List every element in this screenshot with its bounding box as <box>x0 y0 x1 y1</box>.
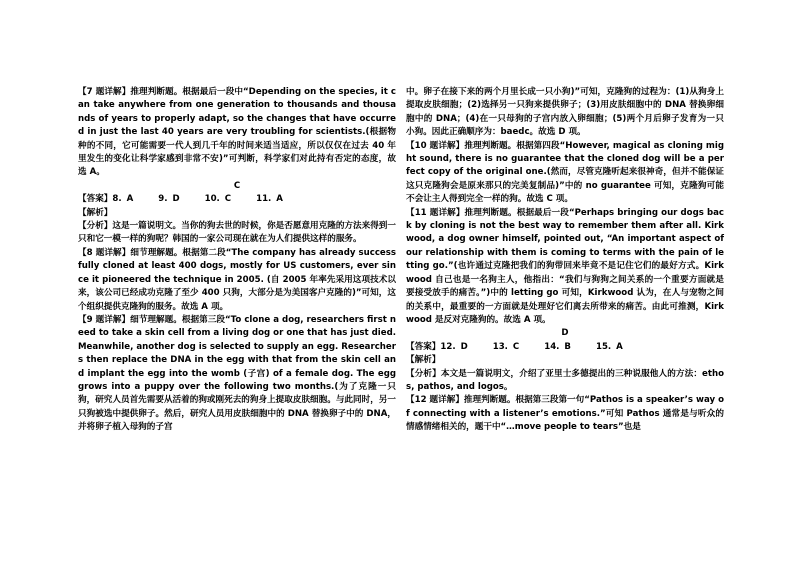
section-heading-c: C <box>233 180 241 191</box>
q7-explanation: 【7 题详解】推理判断题。根据最后一段中“Depending on the species, it can take anywhere from one generation to thousands and thousands of years to properly adapt, so the changes that have occurred in just the last 40 years are very troubling for scientists.(根据物种的不同，它可能需要一代人到几千年的时间来适当适应，所以仅仅在过去 40 年里发生的变化让科学家感到非常不安)”可判断，科学家们对此持有否定的态度，故选 A。 <box>78 87 396 178</box>
answer-prefix: 【答案】 <box>78 194 113 205</box>
analysis-label: 【解析】 <box>78 207 113 218</box>
answer-line-c <box>78 193 396 206</box>
analysis-summary: 【分析】本文是一篇说明文，介绍了亚里士多德提出的三种说服他人的方法：ethos, pathos, and logos。 <box>406 368 724 392</box>
answer-item: 12. D <box>440 341 468 352</box>
right-column <box>406 86 724 435</box>
answer-item: 15. A <box>595 341 623 352</box>
q10-explanation: 【10 题详解】推理判断题。根据第四段“However, magical as cloning might sound, there is no guarantee that the cloned dog will be a perfect copy of the original one.(然而，尽管克隆听起来很神奇，但并不能保证这只克隆狗会是原来那只的完美复制品)”中的 no guarantee 可知，克隆狗可能不会让主人得到完全一样的狗。故选 C 项。 <box>406 140 724 205</box>
answer-item: 11. A <box>256 194 283 205</box>
q12-explanation: 【12 题详解】推理判断题。根据第三段第一句“Pathos is a speaker’s way of connecting with a listener’s emotions.”可知 Pathos 通常是与听众的情感情绪相关的，题干中“…move people to tears”也是 <box>406 395 724 433</box>
q11-explanation: 【11 题详解】推理判断题。根据最后一段“Perhaps bringing our dogs back by cloning is not the best way to remember them after all. Kirkwood, a dog owner himself, pointed out, “An important aspect of our relationship with them is coming to terms with the pain of letting go.”(也许通过克隆把我们的狗带回来毕竟不是记住它们的最好方式。Kirkwood 自己也是一名狗主人，他指出：“我们与狗狗之间关系的一个重要方面就是要接受放手的痛苦。”)中的 letting go 可知，Kirkwood 认为，在人与宠物之间的关系中，最重要的一方面就是处理好它们离去所带来的痛苦。由此可推测，Kirkwood 是反对克隆狗的。故选 A 项。 <box>406 207 724 325</box>
section-heading-d: D <box>561 328 569 339</box>
q9-explanation: 【9 题详解】细节理解题。根据第三段“To clone a dog, researchers first need to take a skin cell from a living dog or one that has just died. Meanwhile, another dog is selected to supply an egg. Researchers then replace the DNA in the egg with that from the skin cell and implant the egg into the womb (子宫) of a female dog. The egg grows into a puppy over the following two months.(为了克隆一只狗，研究人员首先需要从活着的狗或刚死去的狗身上提取皮肤细胞。与此同时，另一只狗被选中提供卵子。然后，研究人员用皮肤细胞中的 DNA 替换卵子中的 DNA，并将卵子植入母狗的子宫 <box>78 314 396 433</box>
left-column <box>78 86 396 435</box>
q9-explanation-continued: 中。卵子在接下来的两个月里长成一只小狗)”可知，克隆狗的过程为：(1)从狗身上提取皮肤细胞；(2)选择另一只狗来提供卵子；(3)用皮肤细胞中的 DNA 替换卵细胞中的 DNA；(4)在一只母狗的子宫内放入卵细胞；(5)两个月后卵子发育为一只小狗。因此正确顺序为：baedc。故选 D 项。 <box>406 87 724 138</box>
answer-item: 14. B <box>544 341 571 352</box>
answer-line-d <box>406 341 724 354</box>
analysis-label: 【解析】 <box>406 355 441 366</box>
answer-item: 8. A <box>112 194 134 205</box>
answer-item: 10. C <box>204 194 232 205</box>
answer-prefix: 【答案】 <box>406 341 441 352</box>
answer-item: 9. D <box>158 194 180 205</box>
q8-explanation: 【8 题详解】细节理解题。根据第二段“The company has already successfully cloned at least 400 dogs, mostly for US customers, ever since it pioneered the technique in 2005. (自 2005 年率先采用这项技术以来，该公司已经成功克隆了至少 400 只狗，大部分是为美国客户克隆的)”可知，这个组织提供克隆狗的服务。故选 A 项。 <box>78 247 396 312</box>
analysis-summary: 【分析】这是一篇说明文。当你的狗去世的时候，你是否愿意用克隆的方法来得到一只和它一模一样的狗呢？韩国的一家公司现在就在为人们提供这样的服务。 <box>78 221 396 245</box>
answer-item: 13. C <box>492 341 520 352</box>
